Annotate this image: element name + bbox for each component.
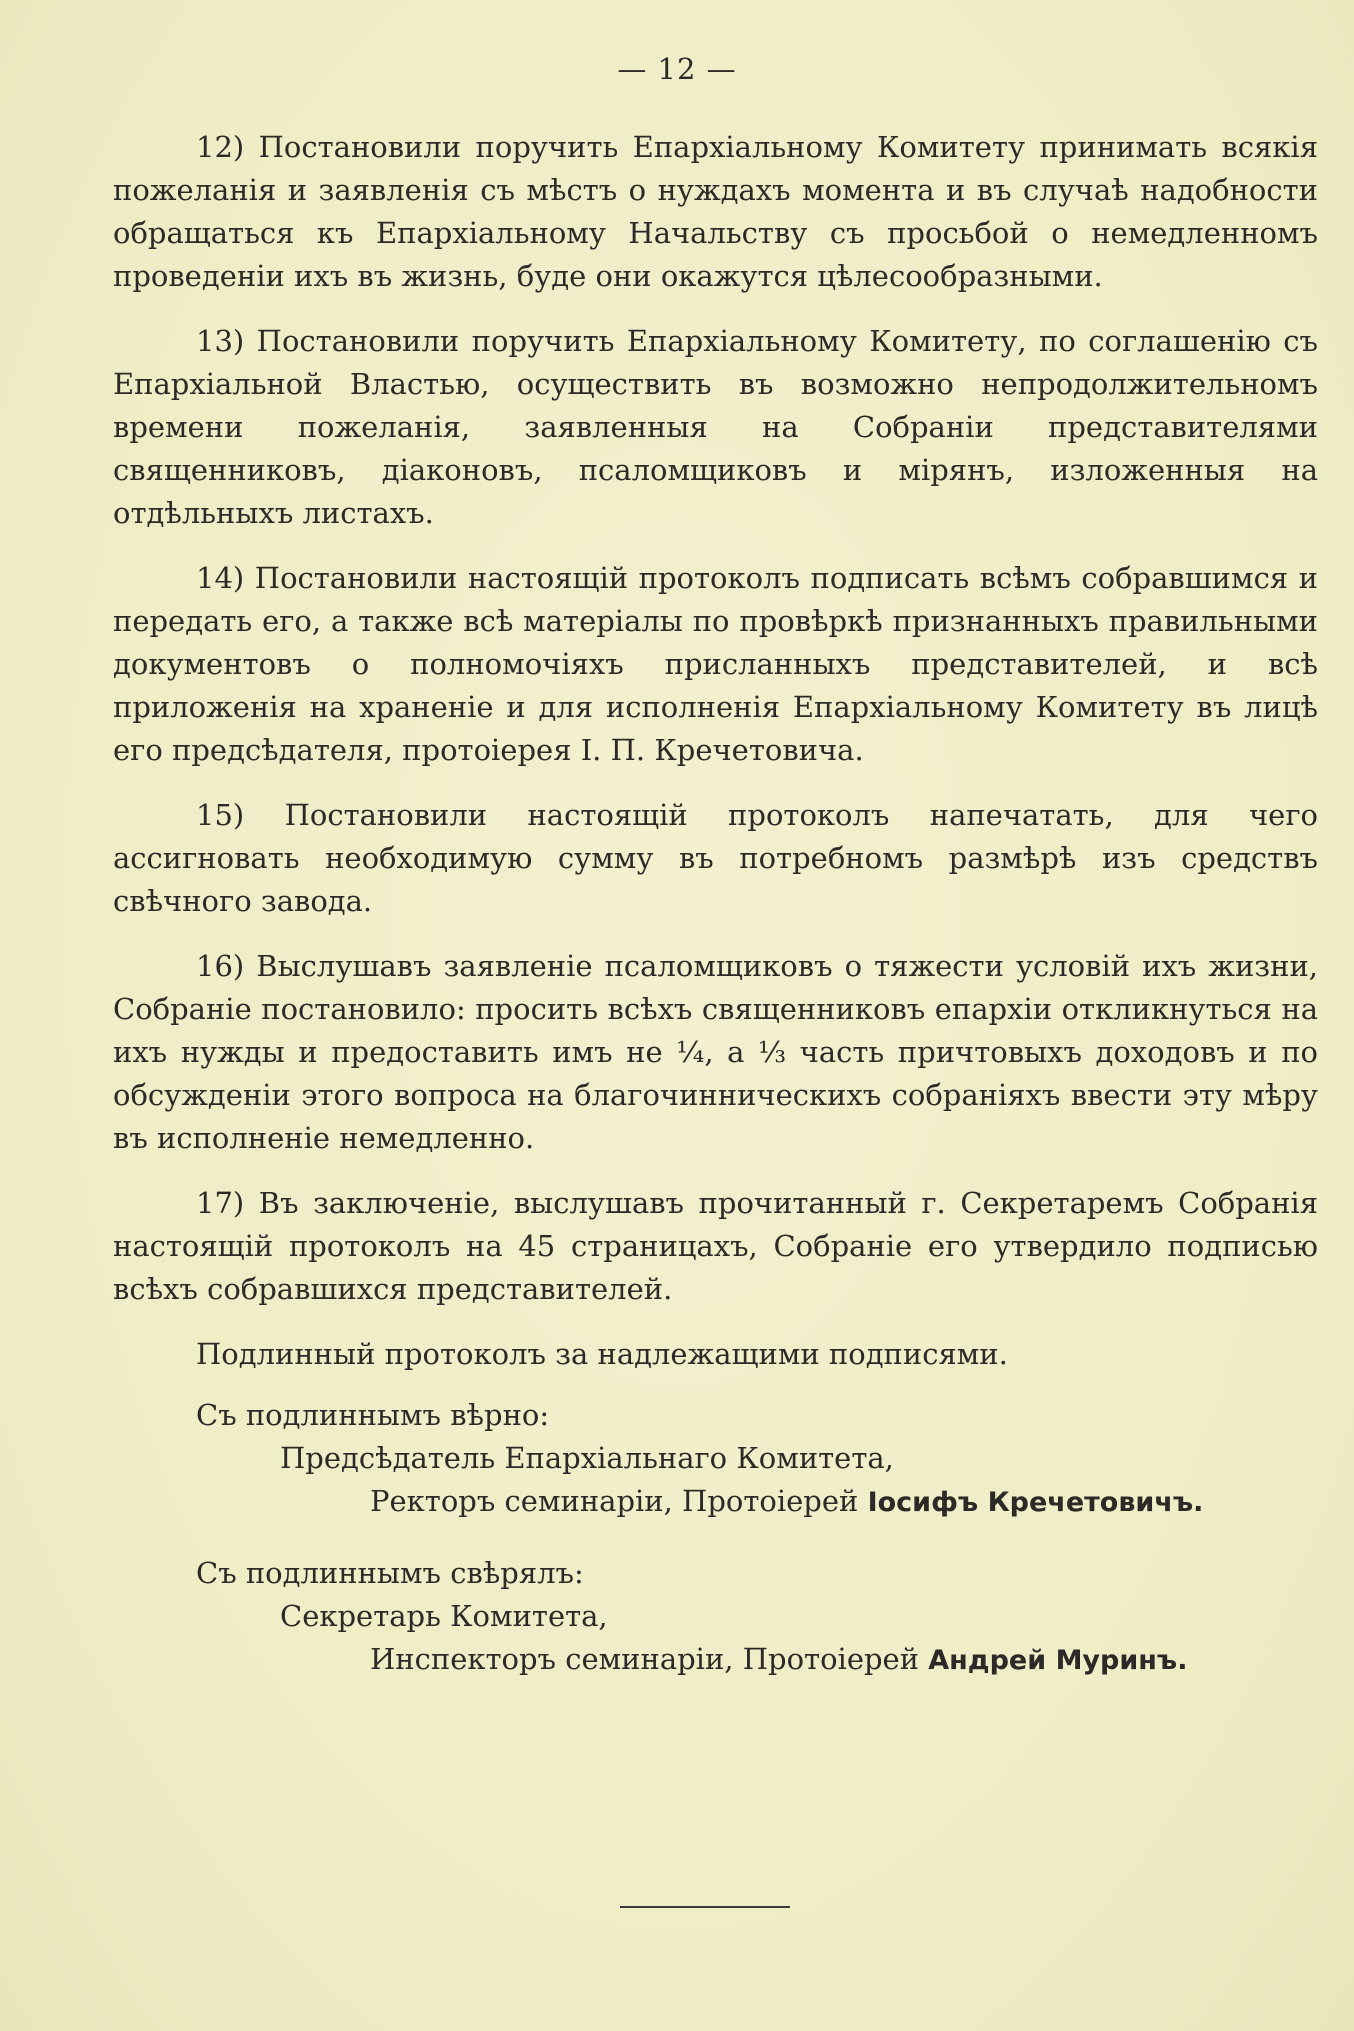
signatory-name: Іосифъ Кречетовичъ. (867, 1487, 1204, 1518)
signature-role (113, 1480, 1318, 1524)
paragraph-12: 12) Постановили поручить Епархіальному Комитету принимать всякія пожеланія и заявленія съ мѣстъ о нуждахъ момента и въ случаѣ надобности обращаться къ Епархіальному Начальству съ просьбой о немедленномъ проведеніи ихъ въ жизнь, буде они окажутся цѣлесообразными. (113, 130, 1318, 293)
signature-title: Секретарь Комитета, (280, 1599, 608, 1633)
paragraph-13: 13) Постановили поручить Епархіальному Комитету, по соглашенію съ Епархіальной Властью, осуществить въ возможно непродолжительномъ времени пожеланія, заявленныя на Собраніи представителями священниковъ, діаконовъ, псаломщиковъ и мірянъ, изложенныя на отдѣльныхъ листахъ. (113, 324, 1318, 530)
paragraph-14: 14) Постановили настоящій протоколъ подписать всѣмъ собравшимся и передать его, а также всѣ матеріалы по провѣркѣ признанныхъ правильными документовъ о полномочіяхъ присланныхъ представителей, и всѣ приложенія на храненіе и для исполненія Епархіальному Комитету въ лицѣ его предсѣдателя, протоіерея І. П. Кречетовича. (113, 561, 1318, 767)
paragraph-16: 16) Выслушавъ заявленіе псаломщиковъ о тяжести условій ихъ жизни, Собраніе постановило: просить всѣхъ священниковъ епархіи откликнуться на ихъ нужды и предоставить имъ не ¼, а ⅓ часть причтовыхъ доходовъ и по обсужденіи этого вопроса на благочинническихъ собраніяхъ ввести эту мѣру въ исполненіе немедленно. (113, 949, 1318, 1155)
signature-role-text: Ректоръ семинаріи, Протоіерей (370, 1484, 868, 1518)
signature-role (113, 1638, 1318, 1682)
signature-heading: Съ подлиннымъ вѣрно: (196, 1398, 550, 1432)
signatory-name: Андрей Муринъ. (928, 1645, 1188, 1676)
signature-role-text: Инспекторъ семинаріи, Протоіерей (370, 1642, 929, 1676)
signature-block-checked (113, 1552, 1318, 1682)
document-body (113, 126, 1318, 1710)
paragraph-17: 17) Въ заключеніе, выслушавъ прочитанный г. Секретаремъ Собранія настоящій протоколъ на 45 страницахъ, Собраніе его утвердило подписью всѣхъ собравшихся представителей. (113, 1186, 1318, 1306)
paragraph-15: 15) Постановили настоящій протоколъ напечатать, для чего ассигновать необходимую сумму въ потребномъ размѣрѣ изъ средствъ свѣчного завода. (113, 798, 1318, 918)
original-note: Подлинный протоколъ за надлежащими подписями. (196, 1337, 1008, 1371)
signature-block-verified (113, 1394, 1318, 1524)
end-divider (620, 1906, 790, 1908)
page-number: — 12 — (617, 52, 737, 86)
signature-heading: Съ подлиннымъ свѣрялъ: (196, 1556, 584, 1590)
signature-title: Предсѣдатель Епархіальнаго Комитета, (280, 1441, 894, 1475)
